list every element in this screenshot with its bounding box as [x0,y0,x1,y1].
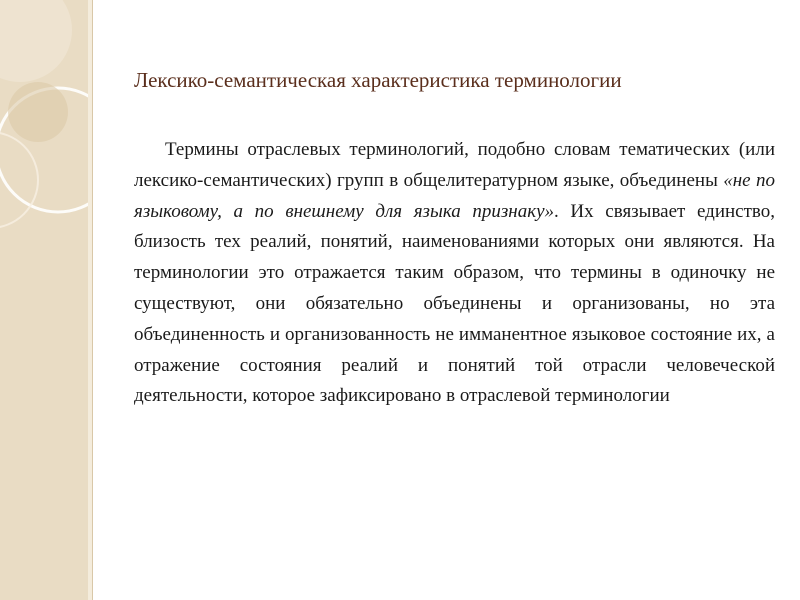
body-text-part-1: Термины отраслевых терминологий, подобно словам тематических (или лексико-семантических) групп в общелитературном языке, объединены [134,139,775,191]
side-panel-border [92,0,93,600]
slide-body-paragraph [134,135,775,412]
slide-title: Лексико-семантическая характеристика терминологии [134,68,622,92]
body-text-quote: «не по языковому, а по внешнему для языка признаку» [134,169,775,222]
body-text-part-2: . Их связывает единство, близость тех реалий, понятий, наименованиями которых они являются. На терминологии это отражается таким образом, что термины в одиночку не существуют, они обязательно объединены и организованы, но эта объединенность и организованность не имманентное языковое состояние их, а отражение состояния реалий и понятий той отрасли человеческой деятельности, которое зафиксировано в отраслевой терминологии [134,200,775,407]
decorative-side-panel [0,0,88,600]
decorative-circles [0,0,88,600]
